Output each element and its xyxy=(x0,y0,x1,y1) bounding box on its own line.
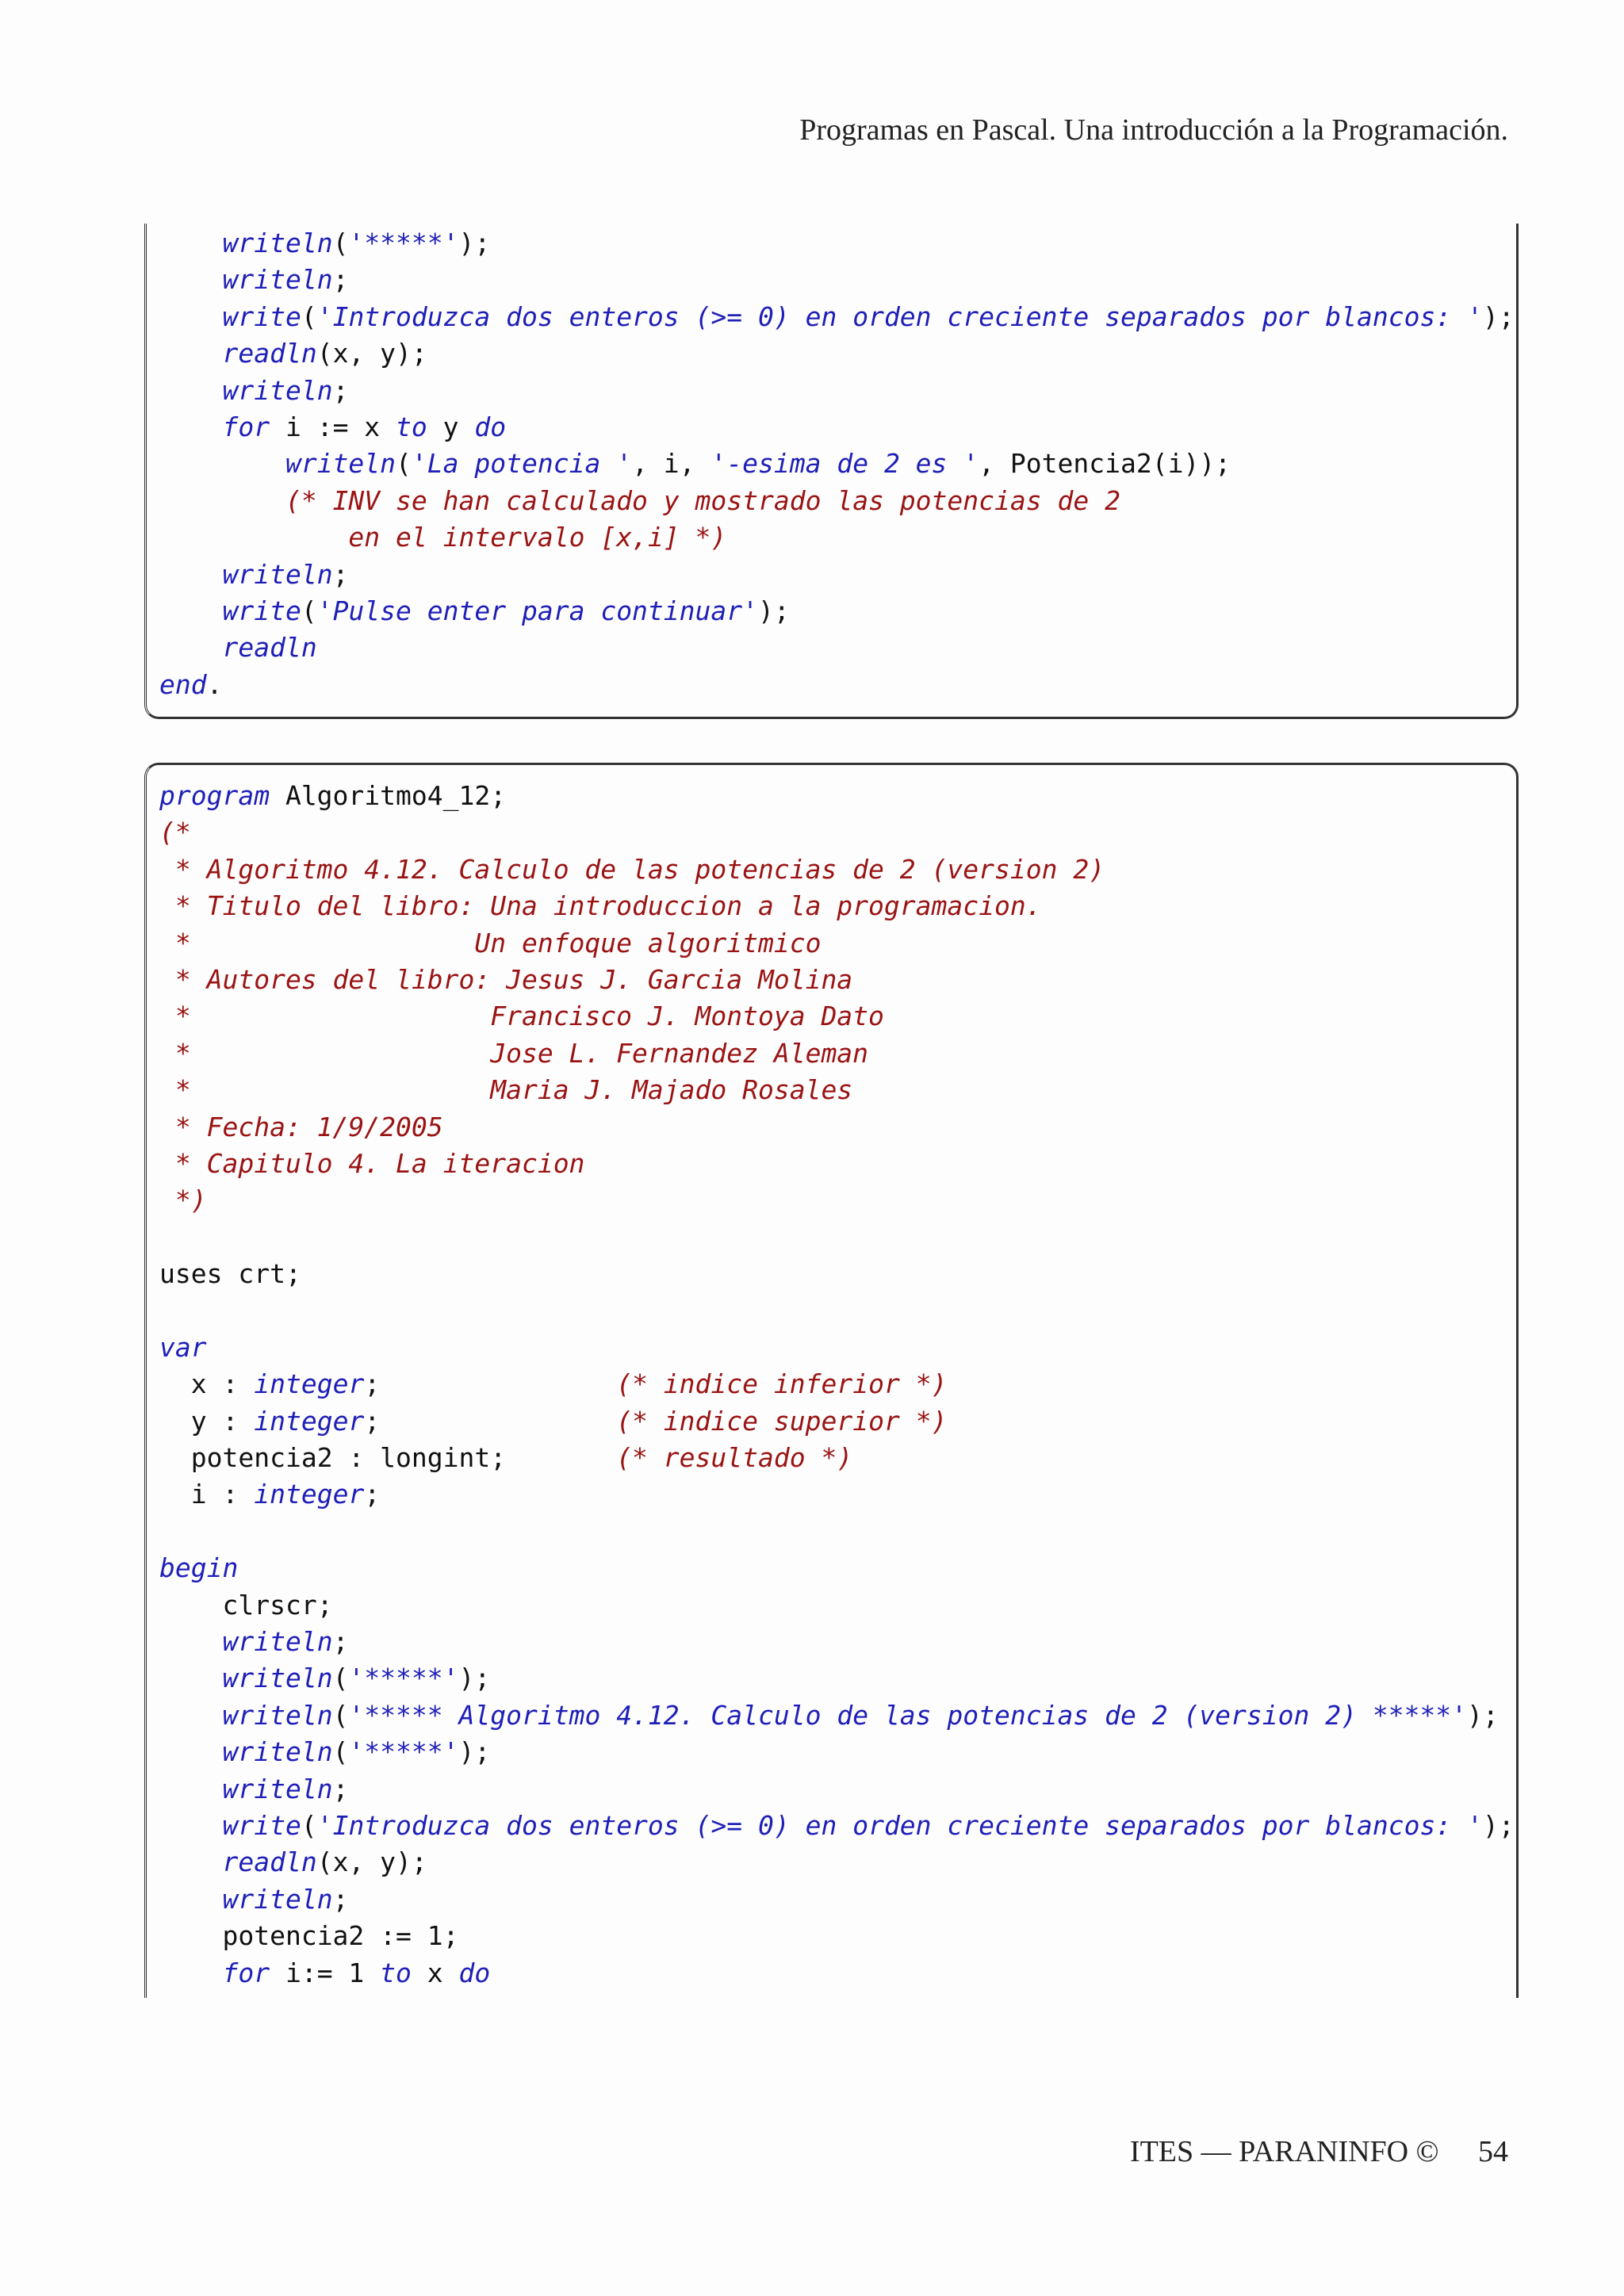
code-text: ; xyxy=(332,264,349,296)
code-line xyxy=(159,925,1516,962)
code-string: '*****' xyxy=(348,1736,459,1768)
code-text: ( xyxy=(396,448,412,480)
code-line xyxy=(159,888,1516,924)
code-text: ); xyxy=(1467,1699,1499,1731)
code-keyword: begin xyxy=(159,1552,239,1584)
copyright-symbol: © xyxy=(1415,2135,1439,2168)
code-line xyxy=(159,299,1516,335)
code-line xyxy=(159,1587,1516,1624)
code-comment: en el intervalo [x,i] *) xyxy=(348,522,727,553)
code-comment: *) xyxy=(159,1184,207,1216)
code-comment: (* resultado *) xyxy=(616,1442,853,1474)
code-keyword: do xyxy=(458,1957,491,1988)
code-keyword: writeln xyxy=(222,1625,333,1657)
code-line xyxy=(159,1330,1516,1366)
code-line xyxy=(159,1734,1516,1770)
code-text: clrscr; xyxy=(222,1589,333,1621)
code-text: ( xyxy=(301,595,317,626)
code-line xyxy=(159,483,1516,519)
code-line xyxy=(159,1219,1516,1256)
code-block xyxy=(159,225,1516,703)
code-block xyxy=(159,778,1516,1992)
code-line xyxy=(159,446,1516,482)
code-string: '*****' xyxy=(348,228,459,258)
code-line xyxy=(159,998,1516,1035)
code-text: ( xyxy=(332,228,349,258)
code-text: ( xyxy=(332,1663,349,1694)
code-line xyxy=(159,1697,1516,1734)
code-text: ; xyxy=(332,1625,349,1657)
code-text: ); xyxy=(458,1663,491,1694)
code-keyword: to xyxy=(396,411,427,442)
code-string: 'Introduzca dos enteros (>= 0) en orden creciente separados por blancos: ' xyxy=(316,300,1483,332)
code-text: ( xyxy=(332,1736,349,1768)
code-keyword: writeln xyxy=(222,558,333,590)
code-line xyxy=(159,1771,1516,1808)
code-line xyxy=(159,262,1516,298)
code-text: x : xyxy=(190,1368,255,1400)
code-line xyxy=(159,1881,1516,1918)
code-text: , i, xyxy=(632,448,711,480)
code-keyword: readln xyxy=(222,632,317,664)
code-string: 'Pulse enter para continuar' xyxy=(316,595,758,626)
code-line xyxy=(159,1256,1516,1292)
code-line xyxy=(159,519,1516,556)
code-line xyxy=(159,1918,1516,1954)
code-line xyxy=(159,1624,1516,1660)
code-string: '-esima de 2 es ' xyxy=(710,448,979,480)
code-keyword: write xyxy=(222,595,301,626)
code-text: , Potencia2(i)); xyxy=(979,448,1231,480)
code-keyword: writeln xyxy=(222,374,333,406)
code-line xyxy=(159,629,1516,666)
code-line xyxy=(159,1292,1516,1329)
code-comment: * Jose L. Fernandez Aleman xyxy=(159,1037,869,1069)
code-comment: * Titulo del libro: Una introduccion a la programacion. xyxy=(159,890,1042,922)
code-line xyxy=(159,1035,1516,1072)
code-line xyxy=(159,1513,1516,1550)
code-comment: (* xyxy=(159,817,191,848)
code-comment: * Francisco J. Montoya Dato xyxy=(159,1001,884,1032)
code-keyword: var xyxy=(159,1331,207,1363)
publisher: ITES — PARANINFO xyxy=(1129,2135,1409,2168)
code-comment: (* indice inferior *) xyxy=(616,1368,948,1400)
code-comment: * Algoritmo 4.12. Calculo de las potencias de 2 (version 2) xyxy=(159,853,1105,885)
code-text: y : xyxy=(190,1405,255,1437)
code-text: i:= 1 xyxy=(270,1957,381,1988)
code-line xyxy=(159,851,1516,888)
code-string: 'La potencia ' xyxy=(411,448,633,480)
code-text: i : xyxy=(190,1479,255,1510)
code-line xyxy=(159,1146,1516,1182)
code-line xyxy=(159,1072,1516,1108)
code-keyword: writeln xyxy=(285,448,396,480)
code-keyword: write xyxy=(222,300,301,332)
code-text: ); xyxy=(758,595,790,626)
code-text: Algoritmo4_12; xyxy=(270,780,507,811)
code-keyword: writeln xyxy=(222,1773,333,1804)
code-keyword: integer xyxy=(254,1405,365,1437)
code-text: y xyxy=(427,411,475,442)
code-line xyxy=(159,335,1516,372)
code-keyword: writeln xyxy=(222,1883,333,1915)
code-keyword: end xyxy=(159,668,207,700)
code-line xyxy=(159,373,1516,409)
code-text: ( xyxy=(301,1809,317,1841)
code-line xyxy=(159,1440,1516,1476)
code-text: uses crt; xyxy=(159,1258,301,1290)
code-keyword: writeln xyxy=(222,264,333,296)
code-comment: (* INV se han calculado y mostrado las potencias de 2 xyxy=(285,484,1120,516)
code-text: ; xyxy=(332,558,349,590)
code-comment: * Autores del libro: Jesus J. Garcia Molina xyxy=(159,963,853,995)
code-listing-continuation xyxy=(144,224,1519,719)
code-comment: * Fecha: 1/9/2005 xyxy=(159,1111,443,1142)
code-line xyxy=(159,1550,1516,1586)
code-string: '*****' xyxy=(348,1663,459,1694)
code-text: ; xyxy=(364,1479,381,1510)
code-keyword: writeln xyxy=(222,1699,333,1731)
code-text: ; xyxy=(332,1883,349,1915)
code-text: ; xyxy=(332,1773,349,1804)
code-text: potencia2 : longint; xyxy=(190,1442,617,1474)
code-line xyxy=(159,557,1516,593)
code-text: (x, y); xyxy=(316,338,427,369)
code-keyword: to xyxy=(380,1957,412,1988)
code-line xyxy=(159,1808,1516,1844)
page-footer xyxy=(1130,2134,1508,2169)
code-line xyxy=(159,1844,1516,1881)
code-line xyxy=(159,1182,1516,1219)
code-line xyxy=(159,778,1516,814)
code-text: ( xyxy=(332,1699,349,1731)
code-comment: (* indice superior *) xyxy=(616,1405,948,1437)
code-line xyxy=(159,1109,1516,1146)
code-listing-algoritmo4-12 xyxy=(144,763,1519,1998)
code-keyword: writeln xyxy=(222,228,333,258)
code-keyword: write xyxy=(222,1809,301,1841)
code-line xyxy=(159,1955,1516,1992)
code-text: ); xyxy=(458,228,491,258)
code-text: ); xyxy=(458,1736,491,1768)
code-keyword: integer xyxy=(254,1368,365,1400)
code-line xyxy=(159,962,1516,998)
code-text: . xyxy=(206,668,223,700)
code-line xyxy=(159,814,1516,851)
code-line xyxy=(159,1403,1516,1440)
code-line xyxy=(159,667,1516,703)
code-line xyxy=(159,593,1516,629)
code-text: ); xyxy=(1482,1809,1515,1841)
code-text: ; xyxy=(364,1368,617,1400)
code-keyword: writeln xyxy=(222,1663,333,1694)
code-keyword: readln xyxy=(222,338,317,369)
code-keyword: integer xyxy=(254,1479,365,1510)
code-keyword: writeln xyxy=(222,1736,333,1768)
code-line xyxy=(159,1660,1516,1697)
code-keyword: readln xyxy=(222,1846,317,1878)
code-text: potencia2 := 1; xyxy=(222,1920,459,1952)
code-keyword: for xyxy=(222,411,270,442)
code-text: x xyxy=(411,1957,459,1988)
code-comment: * Capitulo 4. La iteracion xyxy=(159,1147,585,1179)
code-keyword: for xyxy=(222,1957,270,1988)
code-comment: * Maria J. Majado Rosales xyxy=(159,1074,853,1106)
code-line xyxy=(159,225,1516,262)
code-comment: * Un enfoque algoritmico xyxy=(159,927,822,959)
code-text: (x, y); xyxy=(316,1846,427,1878)
code-keyword: do xyxy=(474,411,507,442)
running-head: Programas en Pascal. Una introducción a la Programación. xyxy=(799,113,1508,147)
code-string: 'Introduzca dos enteros (>= 0) en orden creciente separados por blancos: ' xyxy=(316,1809,1483,1841)
code-keyword: program xyxy=(159,780,270,811)
code-line xyxy=(159,1366,1516,1402)
page-number: 54 xyxy=(1478,2135,1508,2168)
code-text: ); xyxy=(1482,300,1515,332)
code-text: ; xyxy=(332,374,349,406)
code-line xyxy=(159,1476,1516,1513)
code-text: i := x xyxy=(270,411,396,442)
code-string: '***** Algoritmo 4.12. Calculo de las potencias de 2 (version 2) *****' xyxy=(348,1699,1468,1731)
code-text: ( xyxy=(301,300,317,332)
code-text: ; xyxy=(364,1405,617,1437)
code-line xyxy=(159,409,1516,446)
